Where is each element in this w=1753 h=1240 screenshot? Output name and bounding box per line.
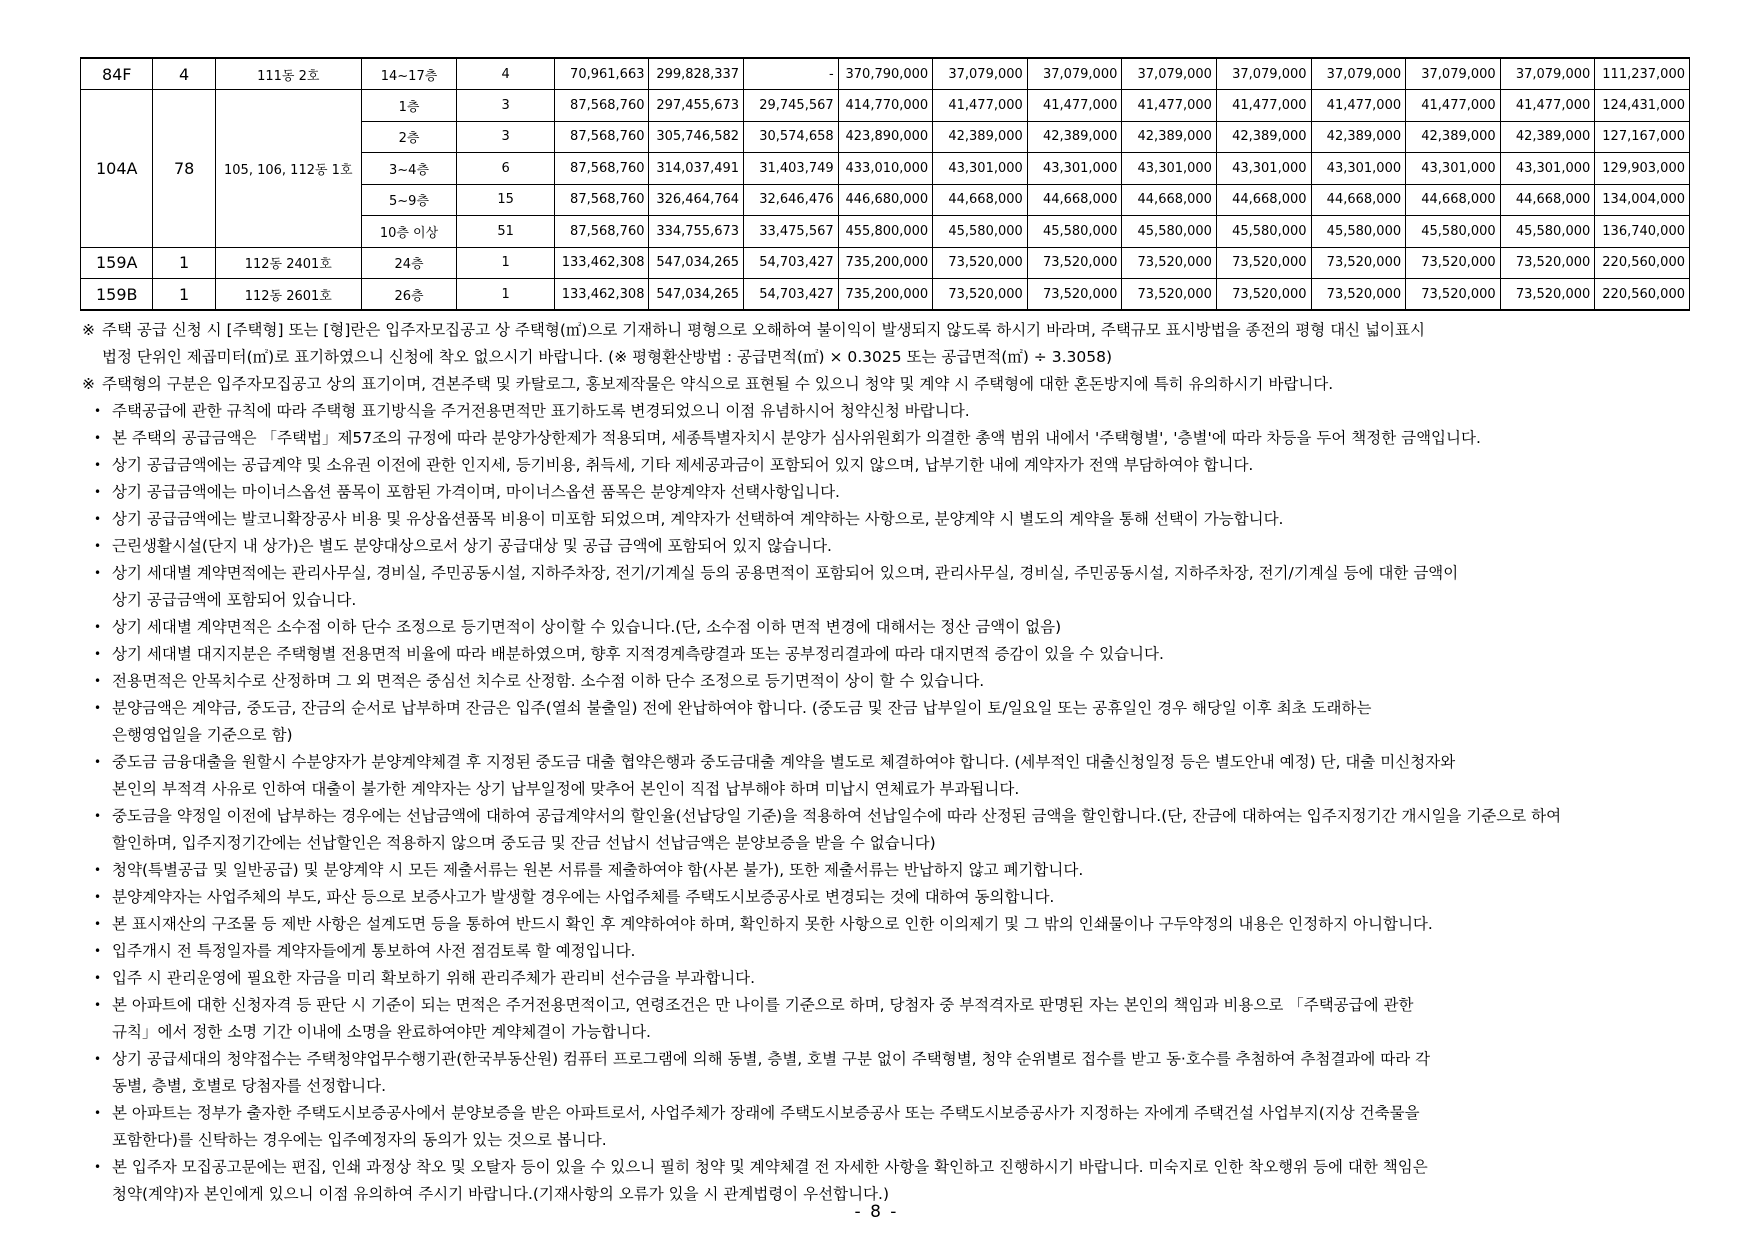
note-line: 청약(특별공급 및 일반공급) 및 분양계약 시 모든 제출서류는 원본 서류를 제출하여야 함(사본 불가), 또한 제출서류는 반납하지 않고 폐기합니다.	[112, 861, 1084, 879]
note-item	[82, 479, 1692, 506]
amount-cell: 45,580,000	[1027, 216, 1122, 248]
note-line: 본 표시재산의 구조물 등 제반 사항은 설계도면 등을 통하여 반드시 확인 후 계약하여야 하며, 확인하지 못한 사항으로 인한 이의제기 및 그 밖의 인쇄물이나 구두약정의 내용은 인정하지 아니합니다.	[112, 915, 1433, 933]
amount-cell: 37,079,000	[933, 58, 1028, 90]
amount-cell: 44,668,000	[1311, 184, 1406, 216]
amount-cell: 45,580,000	[1500, 216, 1595, 248]
amount-cell: 44,668,000	[1406, 184, 1501, 216]
bullet-icon: •	[94, 431, 102, 445]
amount-cell: 44,668,000	[1027, 184, 1122, 216]
unit-count-cell: 4	[153, 58, 215, 90]
floor-cell: 14~17층	[361, 58, 457, 90]
amount-cell: 44,668,000	[1500, 184, 1595, 216]
note-item	[82, 884, 1692, 911]
amount-cell: 37,079,000	[1216, 58, 1311, 90]
amount-cell: 43,301,000	[1406, 153, 1501, 185]
note-line: 상기 공급금액에는 공급계약 및 소유권 이전에 관한 인지세, 등기비용, 취득세, 기타 제세공과금이 포함되어 있지 않으며, 납부기한 내에 계약자가 전액 부담하여야 합니다.	[112, 456, 1254, 474]
note-line: 근린생활시설(단지 내 상가)은 별도 분양대상으로서 상기 공급대상 및 공급 금액에 포함되어 있지 않습니다.	[112, 537, 832, 555]
bullet-icon: •	[94, 971, 102, 985]
amount-cell: 42,389,000	[1311, 121, 1406, 153]
note-item	[82, 506, 1692, 533]
amount-cell: 42,389,000	[1027, 121, 1122, 153]
amount-cell: 44,668,000	[1216, 184, 1311, 216]
amount-cell: 43,301,000	[933, 153, 1028, 185]
amount-cell: 73,520,000	[1406, 279, 1501, 311]
amount-cell: 30,574,658	[744, 121, 839, 153]
note-line: 할인하며, 입주지정기간에는 선납할인은 적용하지 않으며 중도금 및 잔금 선납시 선납금액은 분양보증을 받을 수 없습니다)	[112, 834, 936, 852]
amount-cell: 54,703,427	[744, 247, 839, 279]
amount-cell: 41,477,000	[1406, 90, 1501, 122]
bullet-icon: •	[94, 512, 102, 526]
note-line: 분양금액은 계약금, 중도금, 잔금의 순서로 납부하며 잔금은 입주(열쇠 불출일) 전에 완납하여야 합니다. (중도금 및 잔금 납부일이 토/일요일 또는 공휴일인 경우 해당일 이후 최초 도래하는	[112, 699, 1372, 717]
price-table	[80, 57, 1690, 311]
amount-cell: 42,389,000	[1406, 121, 1501, 153]
amount-cell: 42,389,000	[933, 121, 1028, 153]
amount-cell: 735,200,000	[838, 247, 933, 279]
amount-cell: 87,568,760	[554, 90, 649, 122]
note-item	[82, 857, 1692, 884]
housing-type-cell: 104A	[81, 90, 153, 248]
floor-cell: 2층	[361, 121, 457, 153]
note-item	[82, 641, 1692, 668]
amount-cell: 73,520,000	[1122, 247, 1217, 279]
bullet-icon: •	[94, 539, 102, 553]
note-line: 규칙」에서 정한 소명 기간 이내에 소명을 완료하여야만 계약체결이 가능합니다.	[112, 1023, 651, 1041]
note-line: 포함한다)를 신탁하는 경우에는 입주예정자의 동의가 있는 것으로 봅니다.	[112, 1131, 607, 1149]
amount-cell: 133,462,308	[554, 279, 649, 311]
floor-cell: 3~4층	[361, 153, 457, 185]
note-line: 입주 시 관리운영에 필요한 자금을 미리 확보하기 위해 관리주체가 관리비 선수금을 부과합니다.	[112, 969, 756, 987]
bullet-icon: •	[94, 998, 102, 1012]
amount-cell: 136,740,000	[1595, 216, 1690, 248]
note-item	[82, 938, 1692, 965]
note-item	[82, 965, 1692, 992]
note-line: 주택공급에 관한 규칙에 따라 주택형 표기방식을 주거전용면적만 표기하도록 변경되었으니 이점 유념하시어 청약신청 바랍니다.	[112, 402, 970, 420]
amount-cell: 41,477,000	[1500, 90, 1595, 122]
amount-cell: 45,580,000	[933, 216, 1028, 248]
floor-units-cell: 15	[457, 184, 555, 216]
amount-cell: 87,568,760	[554, 121, 649, 153]
housing-type-cell: 159A	[81, 247, 153, 279]
floor-units-cell: 51	[457, 216, 555, 248]
building-unit-cell: 112동 2601호	[215, 279, 361, 311]
amount-cell: 73,520,000	[933, 247, 1028, 279]
amount-cell: 129,903,000	[1595, 153, 1690, 185]
amount-cell: 73,520,000	[1500, 247, 1595, 279]
note-item	[82, 533, 1692, 560]
note-item	[82, 1100, 1692, 1154]
amount-cell: 43,301,000	[1311, 153, 1406, 185]
amount-cell: 45,580,000	[1216, 216, 1311, 248]
note-item	[82, 992, 1692, 1046]
note-line: 주택 공급 신청 시 [주택형] 또는 [형]란은 입주자모집공고 상 주택형(㎡)으로 기재하니 평형으로 오해하여 불이익이 발생되지 않도록 하시기 바라며, 주택규모 표시방법을 종전의 평형 대신 넓이표시	[102, 321, 1425, 339]
amount-cell: 73,520,000	[1216, 279, 1311, 311]
bullet-icon: •	[94, 458, 102, 472]
housing-type-cell: 84F	[81, 58, 153, 90]
note-line: 분양계약자는 사업주체의 부도, 파산 등으로 보증사고가 발생할 경우에는 사업주체를 주택도시보증공사로 변경되는 것에 대하여 동의합니다.	[112, 888, 1055, 906]
note-item	[82, 1046, 1692, 1100]
note-line: 은행영업일을 기준으로 함)	[112, 726, 293, 744]
note-item	[82, 560, 1692, 614]
amount-cell: 423,890,000	[838, 121, 933, 153]
note-line: 법정 단위인 제곱미터(㎡)로 표기하였으니 신청에 착오 없으시기 바랍니다. (※ 평형환산방법 : 공급면적(㎡) × 0.3025 또는 공급면적(㎡) ÷ 3.3058)	[102, 348, 1113, 366]
amount-cell: 37,079,000	[1122, 58, 1217, 90]
amount-cell: 73,520,000	[1216, 247, 1311, 279]
amount-cell: 134,004,000	[1595, 184, 1690, 216]
note-item	[82, 911, 1692, 938]
note-line: 상기 세대별 계약면적은 소수점 이하 단수 조정으로 등기면적이 상이할 수 있습니다.(단, 소수점 이하 면적 변경에 대해서는 정산 금액이 없음)	[112, 618, 1062, 636]
bullet-icon: •	[94, 566, 102, 580]
bullet-icon: •	[94, 917, 102, 931]
amount-cell: 41,477,000	[1311, 90, 1406, 122]
note-line: 본 아파트에 대한 신청자격 등 판단 시 기준이 되는 면적은 주거전용면적이고, 연령조건은 만 나이를 기준으로 하며, 당첨자 중 부적격자로 판명된 자는 본인의 책임과 비용으로 「주택공급에 관한	[112, 996, 1414, 1014]
note-item	[82, 803, 1692, 857]
amount-cell: 44,668,000	[933, 184, 1028, 216]
note-item	[82, 668, 1692, 695]
amount-cell: 29,745,567	[744, 90, 839, 122]
note-line: 본 입주자 모집공고문에는 편집, 인쇄 과정상 착오 및 오탈자 등이 있을 수 있으니 필히 청약 및 계약체결 전 자세한 사항을 확인하고 진행하시기 바랍니다. 미숙지로 인한 착오행위 등에 대한 책임은	[112, 1158, 1428, 1176]
amount-cell: 42,389,000	[1216, 121, 1311, 153]
amount-cell: 433,010,000	[838, 153, 933, 185]
amount-cell: 547,034,265	[649, 247, 744, 279]
note-item	[82, 749, 1692, 803]
amount-cell: 41,477,000	[1216, 90, 1311, 122]
note-line: 상기 공급금액에는 발코니확장공사 비용 및 유상옵션품목 비용이 미포함 되었으며, 계약자가 선택하여 계약하는 사항으로, 분양계약 시 별도의 계약을 통해 선택이 가능합니다.	[112, 510, 1284, 528]
amount-cell: 299,828,337	[649, 58, 744, 90]
note-line: 본 주택의 공급금액은 「주택법」제57조의 규정에 따라 분양가상한제가 적용되며, 세종특별자치시 분양가 심사위원회가 의결한 총액 범위 내에서 '주택형별', '층별'에 따라 차등을 두어 책정한 금액입니다.	[112, 429, 1481, 447]
note-line: 상기 세대별 대지지분은 주택형별 전용면적 비율에 따라 배분하였으며, 향후 지적경계측량결과 또는 공부정리결과에 따라 대지면적 증감이 있을 수 있습니다.	[112, 645, 1164, 663]
amount-cell: 370,790,000	[838, 58, 933, 90]
bullet-icon: •	[94, 863, 102, 877]
amount-cell: 220,560,000	[1595, 279, 1690, 311]
housing-type-cell: 159B	[81, 279, 153, 311]
bullet-icon: •	[94, 1160, 102, 1174]
amount-cell: 45,580,000	[1122, 216, 1217, 248]
bullet-icon: •	[94, 647, 102, 661]
amount-cell: 305,746,582	[649, 121, 744, 153]
amount-cell: 297,455,673	[649, 90, 744, 122]
floor-units-cell: 3	[457, 90, 555, 122]
page-number: - 8 -	[854, 1202, 899, 1222]
bullet-icon: •	[94, 944, 102, 958]
amount-cell: 73,520,000	[1406, 247, 1501, 279]
amount-cell: 111,237,000	[1595, 58, 1690, 90]
amount-cell: 32,646,476	[744, 184, 839, 216]
note-item	[82, 1154, 1692, 1208]
amount-cell: 133,462,308	[554, 247, 649, 279]
amount-cell: 45,580,000	[1311, 216, 1406, 248]
amount-cell: 220,560,000	[1595, 247, 1690, 279]
amount-cell: 73,520,000	[1027, 279, 1122, 311]
amount-cell: 73,520,000	[1311, 247, 1406, 279]
note-item	[82, 452, 1692, 479]
amount-cell: 43,301,000	[1500, 153, 1595, 185]
unit-count-cell: 78	[153, 90, 215, 248]
amount-cell: 87,568,760	[554, 153, 649, 185]
amount-cell: 334,755,673	[649, 216, 744, 248]
amount-cell: 31,403,749	[744, 153, 839, 185]
building-unit-cell: 111동 2호	[215, 58, 361, 90]
note-line: 입주개시 전 특정일자를 계약자들에게 통보하여 사전 점검토록 할 예정입니다.	[112, 942, 636, 960]
amount-cell: -	[744, 58, 839, 90]
reference-mark-icon: ※	[82, 321, 95, 339]
bullet-icon: •	[94, 1106, 102, 1120]
building-unit-cell: 105, 106, 112동 1호	[215, 90, 361, 248]
amount-cell: 42,389,000	[1500, 121, 1595, 153]
floor-units-cell: 1	[457, 279, 555, 311]
amount-cell: 455,800,000	[838, 216, 933, 248]
note-line: 동별, 층별, 호별로 당첨자를 선정합니다.	[112, 1077, 387, 1095]
floor-cell: 1층	[361, 90, 457, 122]
unit-count-cell: 1	[153, 279, 215, 311]
bullet-icon: •	[94, 674, 102, 688]
floor-units-cell: 4	[457, 58, 555, 90]
floor-units-cell: 6	[457, 153, 555, 185]
amount-cell: 54,703,427	[744, 279, 839, 311]
amount-cell: 43,301,000	[1122, 153, 1217, 185]
bullet-icon: •	[94, 404, 102, 418]
amount-cell: 735,200,000	[838, 279, 933, 311]
floor-units-cell: 3	[457, 121, 555, 153]
amount-cell: 70,961,663	[554, 58, 649, 90]
amount-cell: 37,079,000	[1311, 58, 1406, 90]
amount-cell: 43,301,000	[1216, 153, 1311, 185]
bullet-icon: •	[94, 890, 102, 904]
amount-cell: 73,520,000	[1122, 279, 1217, 311]
amount-cell: 42,389,000	[1122, 121, 1217, 153]
note-line: 전용면적은 안목치수로 산정하며 그 외 면적은 중심선 치수로 산정함. 소수점 이하 단수 조정으로 등기면적이 상이 할 수 있습니다.	[112, 672, 985, 690]
note-line: 본 아파트는 정부가 출자한 주택도시보증공사에서 분양보증을 받은 아파트로서, 사업주체가 장래에 주택도시보증공사 또는 주택도시보증공사가 지정하는 자에게 주택건설 사업부지(지상 건축물을	[112, 1104, 1420, 1122]
amount-cell: 87,568,760	[554, 184, 649, 216]
note-line: 중도금 금융대출을 원할시 수분양자가 분양계약체결 후 지정된 중도금 대출 협약은행과 중도금대출 계약을 별도로 체결하여야 합니다. (세부적인 대출신청일정 등은 별도안내 예정) 단, 대출 미신청자와	[112, 753, 1456, 771]
reference-mark-icon: ※	[82, 375, 95, 393]
table-row	[81, 279, 1690, 311]
bullet-icon: •	[94, 755, 102, 769]
amount-cell: 414,770,000	[838, 90, 933, 122]
note-line: 상기 공급금액에는 마이너스옵션 품목이 포함된 가격이며, 마이너스옵션 품목은 분양계약자 선택사항입니다.	[112, 483, 840, 501]
bullet-icon: •	[94, 809, 102, 823]
note-item	[82, 425, 1692, 452]
amount-cell: 44,668,000	[1122, 184, 1217, 216]
note-item	[82, 371, 1692, 398]
floor-cell: 24층	[361, 247, 457, 279]
amount-cell: 41,477,000	[933, 90, 1028, 122]
note-line: 중도금을 약정일 이전에 납부하는 경우에는 선납금액에 대하여 공급계약서의 할인율(선납당일 기준)을 적용하여 선납일수에 따라 산정된 금액을 할인합니다.(단, 잔금에 대하여는 입주지정기간 개시일을 기준으로 하여	[112, 807, 1562, 825]
amount-cell: 45,580,000	[1406, 216, 1501, 248]
building-unit-cell: 112동 2401호	[215, 247, 361, 279]
note-item	[82, 398, 1692, 425]
amount-cell: 43,301,000	[1027, 153, 1122, 185]
amount-cell: 326,464,764	[649, 184, 744, 216]
bullet-icon: •	[94, 701, 102, 715]
amount-cell: 37,079,000	[1500, 58, 1595, 90]
note-line: 상기 공급세대의 청약접수는 주택청약업무수행기관(한국부동산원) 컴퓨터 프로그램에 의해 동별, 층별, 호별 구분 없이 주택형별, 청약 순위별로 접수를 받고 동·호수를 추첨하여 추첨결과에 따라 각	[112, 1050, 1431, 1068]
amount-cell: 314,037,491	[649, 153, 744, 185]
bullet-icon: •	[94, 620, 102, 634]
amount-cell: 73,520,000	[933, 279, 1028, 311]
bullet-icon: •	[94, 1052, 102, 1066]
table-row	[81, 90, 1690, 122]
amount-cell: 73,520,000	[1027, 247, 1122, 279]
note-line: 상기 공급금액에 포함되어 있습니다.	[112, 591, 357, 609]
floor-cell: 26층	[361, 279, 457, 311]
note-item	[82, 317, 1692, 371]
amount-cell: 41,477,000	[1122, 90, 1217, 122]
table-row	[81, 247, 1690, 279]
note-line: 본인의 부적격 사유로 인하여 대출이 불가한 계약자는 상기 납부일정에 맞추어 본인이 직접 납부해야 하며 미납시 연체료가 부과됩니다.	[112, 780, 1020, 798]
amount-cell: 547,034,265	[649, 279, 744, 311]
note-line: 주택형의 구분은 입주자모집공고 상의 표기이며, 견본주택 및 카탈로그, 홍보제작물은 약식으로 표현될 수 있으니 청약 및 계약 시 주택형에 대한 혼돈방지에 특히 유의하시기 바랍니다.	[102, 375, 1334, 393]
amount-cell: 87,568,760	[554, 216, 649, 248]
floor-units-cell: 1	[457, 247, 555, 279]
notes-section	[82, 317, 1692, 1208]
amount-cell: 37,079,000	[1406, 58, 1501, 90]
floor-cell: 10층 이상	[361, 216, 457, 248]
amount-cell: 41,477,000	[1027, 90, 1122, 122]
amount-cell: 73,520,000	[1500, 279, 1595, 311]
bullet-icon: •	[94, 485, 102, 499]
amount-cell: 124,431,000	[1595, 90, 1690, 122]
amount-cell: 446,680,000	[838, 184, 933, 216]
table-row	[81, 58, 1690, 90]
amount-cell: 37,079,000	[1027, 58, 1122, 90]
floor-cell: 5~9층	[361, 184, 457, 216]
unit-count-cell: 1	[153, 247, 215, 279]
amount-cell: 33,475,567	[744, 216, 839, 248]
note-item	[82, 614, 1692, 641]
note-line: 상기 세대별 계약면적에는 관리사무실, 경비실, 주민공동시설, 지하주차장, 전기/기계실 등의 공용면적이 포함되어 있으며, 관리사무실, 경비실, 주민공동시설, 지하주차장, 전기/기계실 등에 대한 금액이	[112, 564, 1459, 582]
note-item	[82, 695, 1692, 749]
amount-cell: 73,520,000	[1311, 279, 1406, 311]
amount-cell: 127,167,000	[1595, 121, 1690, 153]
note-line: 청약(계약)자 본인에게 있으니 이점 유의하여 주시기 바랍니다.(기재사항의 오류가 있을 시 관계법령이 우선합니다.)	[112, 1185, 890, 1203]
